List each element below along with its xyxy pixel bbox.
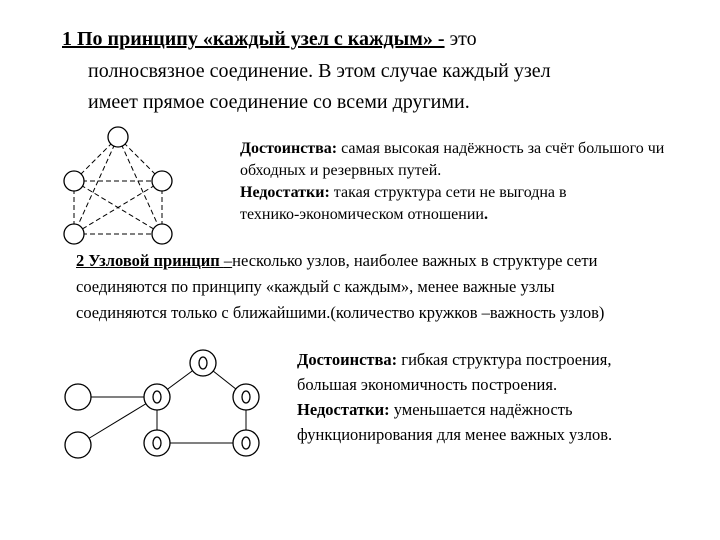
mesh-nodes — [64, 127, 172, 244]
section2-line1-rest: несколько узлов, наиболее важных в структуре сети — [232, 251, 598, 270]
mesh-node — [108, 127, 128, 147]
section2-line2: соединяются по принципу «каждый с каждым», менее важные узлы — [76, 277, 555, 296]
section2-pros-text1: гибкая структура построения, — [397, 350, 612, 369]
section1-cons-text1: такая структура сети не выгодна в — [329, 184, 567, 201]
important-node-inner — [153, 437, 161, 449]
important-node-inner — [242, 391, 250, 403]
mesh-node — [64, 171, 84, 191]
mesh-node — [152, 224, 172, 244]
section1-cons-label: Недостатки: — [240, 184, 330, 201]
important-node-inner — [153, 391, 161, 403]
section1-line3: имеет прямое соединение со всеми другими. — [88, 91, 470, 113]
mesh-node — [152, 171, 172, 191]
section1-heading-rest: это — [444, 28, 477, 50]
leaf-node — [65, 384, 91, 410]
section2-cons-text1: уменьшается надёжность — [389, 400, 573, 419]
section2-pros-label: Достоинства: — [297, 350, 398, 369]
section2-cons-label: Недостатки: — [297, 400, 390, 419]
section2-line3: соединяются только с ближайшими.(количество кружков –важность узлов) — [76, 303, 605, 322]
mesh-diagram — [64, 127, 172, 244]
nodal-diagram — [65, 350, 259, 458]
section2-heading-dash: – — [223, 251, 233, 270]
mesh-node — [64, 224, 84, 244]
section1-pros-label: Достоинства: — [240, 140, 338, 157]
section1-pros-text1: самая высокая надёжность за счёт большого чи — [337, 140, 665, 157]
section2-pros-line2: большая экономичность построения. — [297, 375, 558, 394]
nodal-nodes — [65, 350, 259, 458]
important-node-inner — [242, 437, 250, 449]
section1-line2: полносвязное соединение. В этом случае каждый узел — [88, 60, 551, 82]
important-node-inner — [199, 357, 207, 369]
section1-cons-period: . — [483, 206, 488, 223]
section2-cons-line2: функционирования для менее важных узлов. — [297, 425, 613, 444]
section1-cons-text2: технико-экономическом отношении — [240, 206, 484, 223]
section1-heading-bold: 1 По принципу «каждый узел с каждым» - — [62, 28, 445, 50]
section2-heading-bold: 2 Узловой принцип — [76, 251, 224, 270]
mesh-links — [74, 137, 162, 234]
leaf-node — [65, 432, 91, 458]
section1-pros-line2: обходных и резервных путей. — [240, 162, 442, 179]
mesh-link — [74, 181, 162, 234]
